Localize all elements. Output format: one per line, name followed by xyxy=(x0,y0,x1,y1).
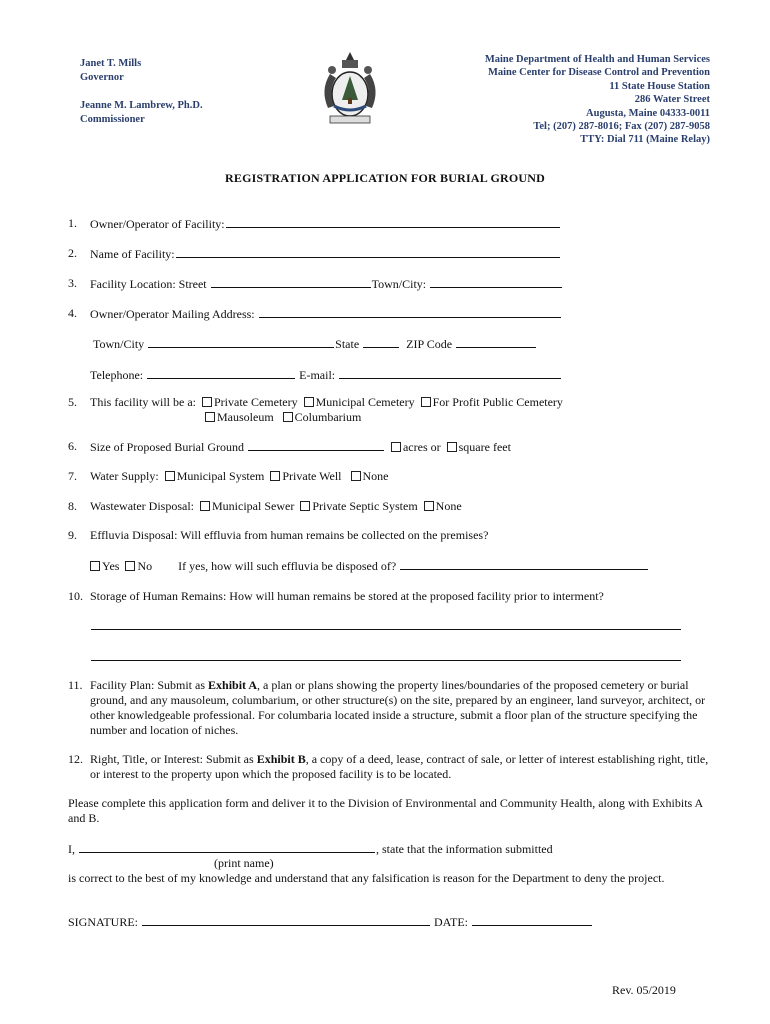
q3-town-label: Town/City: xyxy=(371,277,427,291)
town-city-field[interactable] xyxy=(430,276,562,288)
q4-label: Owner/Operator Mailing Address: xyxy=(90,307,255,321)
storage-answer-line-2[interactable] xyxy=(91,660,681,661)
header-right xyxy=(390,53,710,147)
municipal-sewer-checkbox[interactable] xyxy=(200,501,210,511)
private-well-checkbox[interactable] xyxy=(270,471,280,481)
square-feet-checkbox[interactable] xyxy=(447,442,457,452)
instructions-text: Please complete this application form and deliver it to the Division of Environmental and Community Health, along with Exhibits A and B. xyxy=(68,796,703,825)
municipal-cemetery-checkbox[interactable] xyxy=(304,397,314,407)
size-field[interactable] xyxy=(248,439,384,451)
q10-label: Storage of Human Remains: How will human remains be stored at the proposed facility prior to interment? xyxy=(90,589,604,603)
print-name-field[interactable] xyxy=(79,841,375,853)
address-line-1: 11 State House Station xyxy=(609,80,710,92)
dept-line-2: Maine Center for Disease Control and Prevention xyxy=(487,67,710,79)
address-line-2: 286 Water Street xyxy=(634,94,710,106)
effluvia-no-checkbox[interactable] xyxy=(125,561,135,571)
commissioner-title: Commissioner xyxy=(80,114,145,125)
facility-name-field[interactable] xyxy=(176,246,560,258)
governor-title: Governor xyxy=(80,72,124,83)
for-profit-cemetery-checkbox[interactable] xyxy=(421,397,431,407)
acres-checkbox[interactable] xyxy=(391,442,401,452)
private-septic-checkbox[interactable] xyxy=(300,501,310,511)
phone-line: Tel; (207) 287-8016; Fax (207) 287-9058 xyxy=(533,121,710,133)
q1-label: Owner/Operator of Facility: xyxy=(90,217,225,231)
owner-operator-field[interactable] xyxy=(226,216,560,228)
telephone-field[interactable] xyxy=(147,367,295,379)
certification-line: I, , state that the information submitted xyxy=(68,842,553,856)
wastewater-none-checkbox[interactable] xyxy=(424,501,434,511)
storage-answer-line-1[interactable] xyxy=(91,629,681,630)
columbarium-checkbox[interactable] xyxy=(283,412,293,422)
revision-label: Rev. 05/2019 xyxy=(612,983,676,997)
email-field[interactable] xyxy=(339,367,561,379)
signature-field[interactable] xyxy=(142,914,430,926)
print-name-caption: (print name) xyxy=(214,856,274,870)
mailing-address-field[interactable] xyxy=(259,306,561,318)
private-cemetery-checkbox[interactable] xyxy=(202,397,212,407)
exhibit-b-label: Exhibit B xyxy=(256,752,306,766)
date-field[interactable] xyxy=(472,914,592,926)
state-field[interactable] xyxy=(363,336,399,348)
header-left xyxy=(80,57,203,127)
governor-name: Janet T. Mills xyxy=(80,58,142,69)
effluvia-disposal-field[interactable] xyxy=(400,558,648,570)
q2-label: Name of Facility: xyxy=(90,247,175,261)
q9-label: Effluvia Disposal: Will effluvia from human remains be collected on the premises? xyxy=(90,528,489,542)
commissioner-name: Jeanne M. Lambrew, Ph.D. xyxy=(80,100,203,111)
street-field[interactable] xyxy=(211,276,371,288)
certification-text: is correct to the best of my knowledge and understand that any falsification is reason for the Department to deny the project. xyxy=(68,871,665,885)
exhibit-a-label: Exhibit A xyxy=(208,678,258,692)
mausoleum-checkbox[interactable] xyxy=(205,412,215,422)
mail-town-field[interactable] xyxy=(148,336,334,348)
zip-field[interactable] xyxy=(456,336,536,348)
effluvia-yes-checkbox[interactable] xyxy=(90,561,100,571)
address-line-3: Augusta, Maine 04333-0011 xyxy=(586,107,710,119)
signature-row: SIGNATURE: DATE: xyxy=(68,914,708,930)
form-title: REGISTRATION APPLICATION FOR BURIAL GROUND xyxy=(225,171,545,185)
q3-label: Facility Location: Street xyxy=(90,277,207,291)
dept-line-1: Maine Department of Health and Human Services xyxy=(484,54,710,65)
tty-line: TTY: Dial 711 (Maine Relay) xyxy=(580,134,710,146)
municipal-system-checkbox[interactable] xyxy=(165,471,175,481)
water-none-checkbox[interactable] xyxy=(351,471,361,481)
state-seal-icon xyxy=(312,50,388,126)
